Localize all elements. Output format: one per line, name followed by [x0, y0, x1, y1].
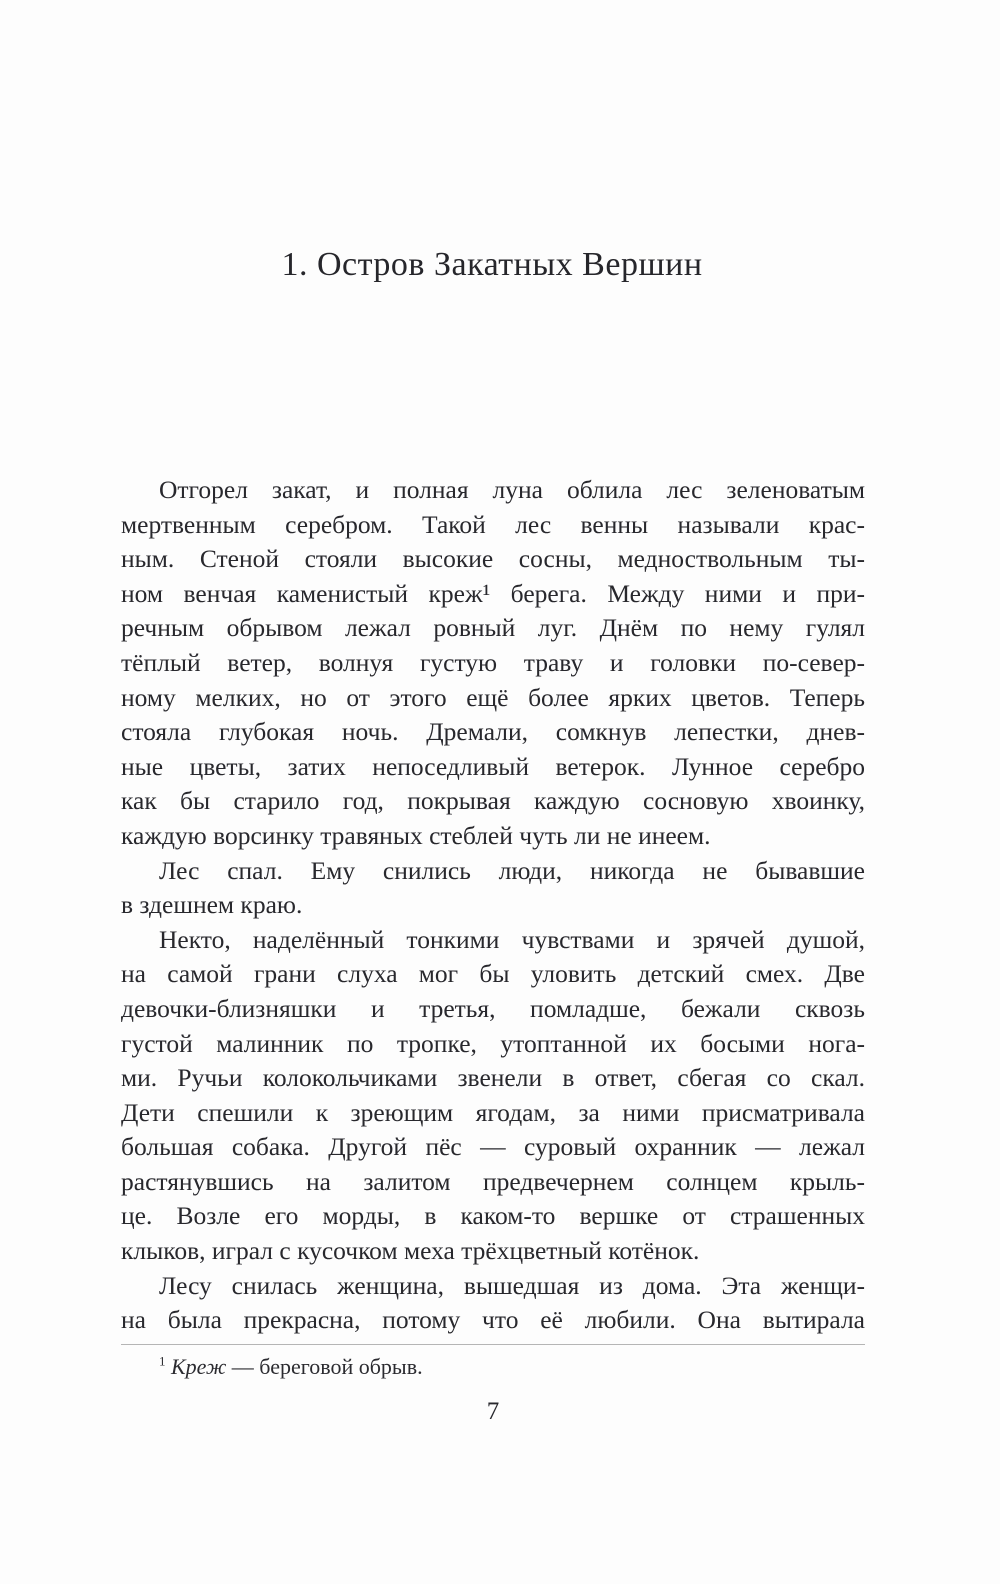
text-line: каждую ворсинку травяных стеблей чуть ли не инеем. — [121, 820, 711, 850]
paragraph — [121, 473, 865, 854]
text-line: девочки-близняшки и третья, помладше, бежали сквозь — [121, 993, 865, 1023]
paragraph — [121, 854, 865, 923]
text-line: на самой грани слуха мог бы уловить детский смех. Две — [121, 959, 865, 989]
text-line: тёплый ветер, волнуя густую траву и головки по-север- — [121, 647, 865, 677]
text-line: ному мелких, но от этого ещё более ярких цветов. Теперь — [121, 682, 865, 712]
text-line: густой малинник по тропке, утоптанной их босыми нога- — [121, 1028, 865, 1058]
text-line: мертвенным серебром. Такой лес венны называли крас- — [121, 509, 865, 539]
text-line: стояла глубокая ночь. Дремали, сомкнув лепестки, днев- — [121, 717, 865, 747]
footnote-separator — [121, 1344, 865, 1345]
text-line: це. Возле его морды, в каком-то вершке от страшенных — [121, 1201, 865, 1231]
text-line: ные цветы, затих непоседливый ветерок. Лунное серебро — [121, 751, 865, 781]
footnote-marker: 1 — [159, 1353, 166, 1369]
footnote — [121, 1352, 865, 1382]
text-line: ном венчая каменистый креж¹ берега. Между ними и при- — [121, 578, 865, 608]
paragraph — [121, 1269, 865, 1338]
text-line: на была прекрасна, потому что её любили. Она вытирала — [121, 1305, 865, 1335]
paragraph — [121, 923, 865, 1269]
text-line: Некто, наделённый тонкими чувствами и зрячей душой, — [159, 924, 865, 954]
text-line: большая собака. Другой пёс — суровый охранник — лежал — [121, 1132, 865, 1162]
text-line: Лес спал. Ему снились люди, никогда не бывавшие — [159, 855, 865, 885]
text-line: Лесу снилась женщина, вышедшая из дома. Эта женщи- — [159, 1270, 865, 1300]
text-line: Отгорел закат, и полная луна облила лес зеленоватым — [159, 475, 865, 504]
text-line: растянувшись на залитом предвечернем солнцем крыль- — [121, 1166, 865, 1196]
text-line: речным обрывом лежал ровный луг. Днём по нему гулял — [121, 613, 865, 643]
body-text — [121, 473, 865, 1338]
footnote-text: — береговой обрыв. — [231, 1354, 423, 1379]
text-line: как бы старило год, покрывая каждую сосновую хвоинку, — [121, 786, 865, 816]
footnote-term: Креж — [171, 1354, 227, 1379]
text-line: клыков, играл с кусочком меха трёхцветный котёнок. — [121, 1236, 700, 1266]
text-line: Дети спешили к зреющим ягодам, за ними присматривала — [121, 1097, 865, 1127]
text-line: ным. Стеной стояли высокие сосны, медноствольным ты- — [121, 544, 865, 574]
text-line: в здешнем краю. — [121, 890, 303, 920]
text-line: ми. Ручьи колокольчиками звенели в ответ, сбегая со скал. — [121, 1063, 865, 1093]
chapter-title: 1. Остров Закатных Вершин — [281, 246, 703, 283]
page-number: 7 — [486, 1398, 500, 1425]
